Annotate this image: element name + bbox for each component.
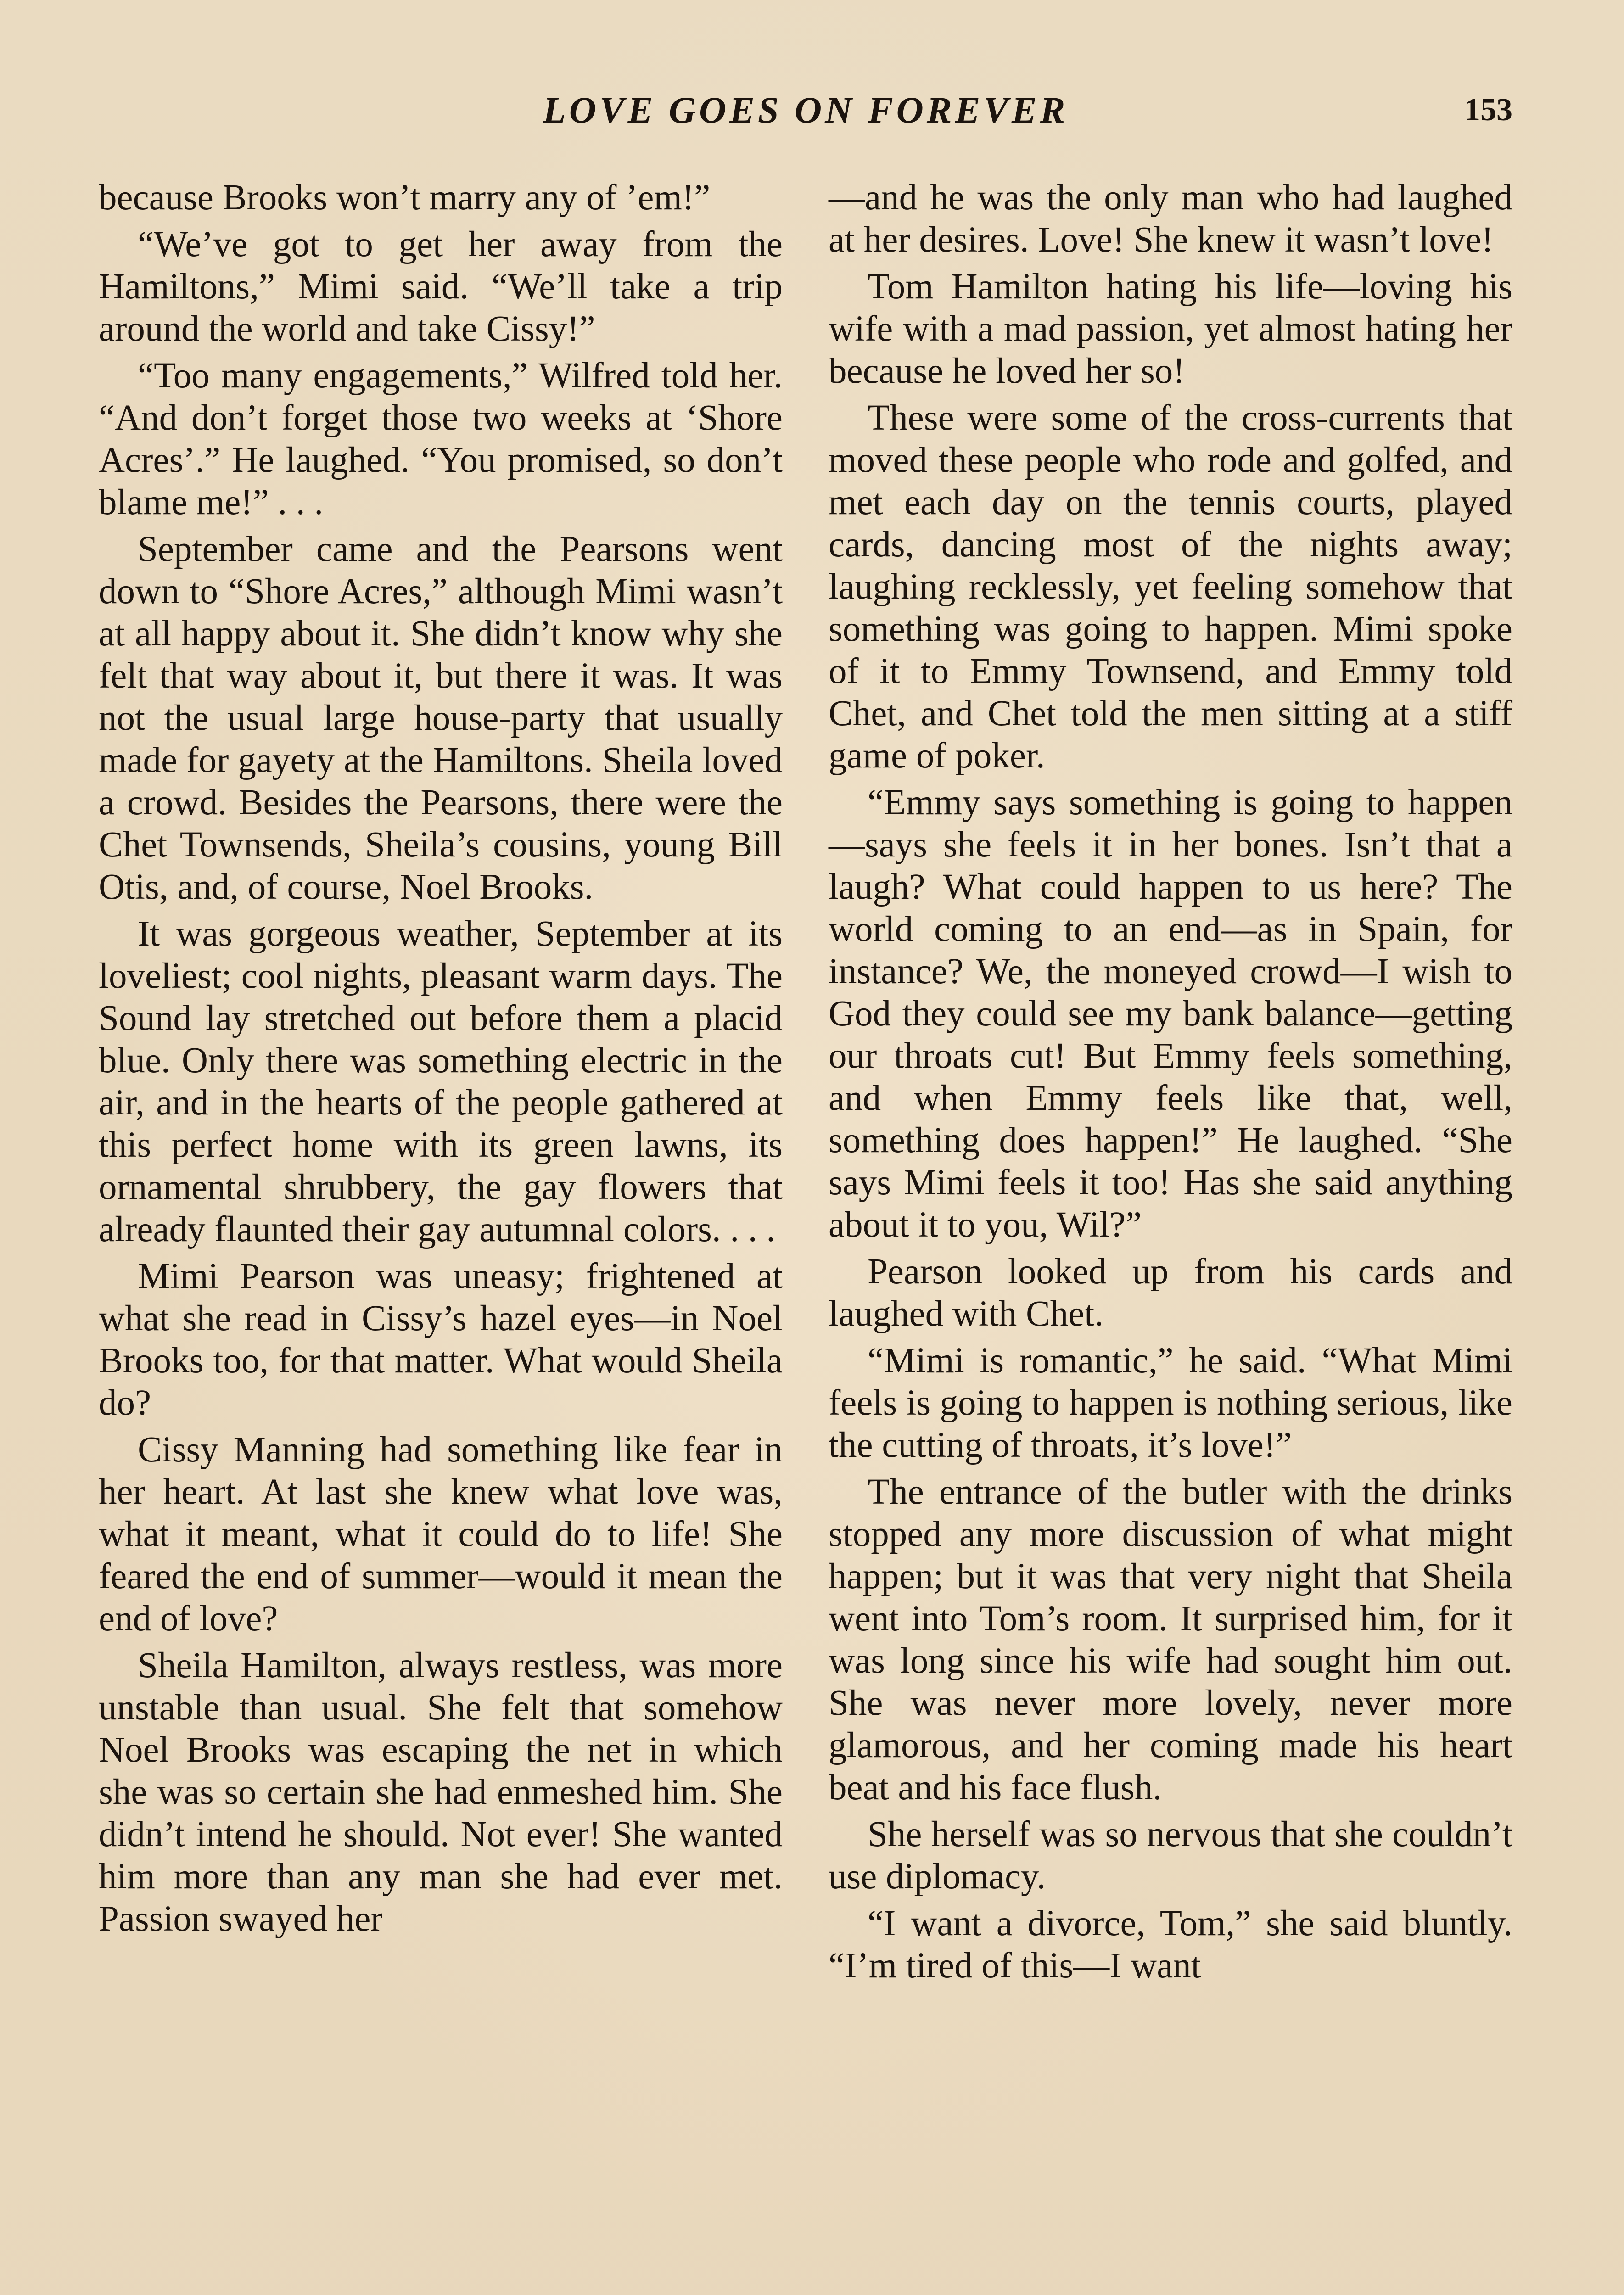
paragraph: It was gorgeous weather, September at its loveliest; cool nights, pleasant warm days. The Sound lay stretched out before them a placid blue. Only there was something electric in the air, and in the hearts of the people gathered at this perfect home with its green lawns, its ornamental shrubbery, the gay flowers that already flaunted their gay autumnal colors. . . . [99,914,783,1249]
paragraph: Mimi Pearson was uneasy; frightened at what she read in Cissy’s hazel eyes—in Noel Brooks too, for that matter. What would Sheila do? [99,1256,783,1423]
paragraph: Cissy Manning had something like fear in her heart. At last she knew what love was, what it meant, what it could do to life! She feared the end of summer—would it mean the end of love? [99,1430,783,1639]
left-column [99,177,783,1945]
paragraph: The entrance of the butler with the drinks stopped any more discussion of what might happen; but it was that very night that Sheila went into Tom’s room. It surprised him, for it was long since his wife had sought him out. She was never more lovely, never more glamorous, and her coming made his heart beat and his face flush. [829,1472,1512,1808]
paragraph: —and he was the only man who had laughed at her desires. Love! She knew it wasn’t love! [829,178,1512,260]
paragraph: Sheila Hamilton, always restless, was more unstable than usual. She felt that somehow Noel Brooks was escaping the net in which she was so certain she had enmeshed him. She didn’t intend he should. Not ever! She wanted him more than any man she had ever met. Passion swayed her [99,1646,783,1939]
paragraph: Tom Hamilton hating his life—loving his wife with a mad passion, yet almost hating her because he loved her so! [829,267,1512,391]
paragraph: “Mimi is romantic,” he said. “What Mimi feels is going to happen is nothing serious, like the cutting of throats, it’s love!” [829,1341,1512,1465]
paragraph: Pearson looked up from his cards and laughed with Chet. [829,1252,1512,1334]
right-column [829,177,1512,1992]
paragraph: because Brooks won’t marry any of ’em!” [99,178,711,218]
paragraph: “I want a divorce, Tom,” she said bluntly. “I’m tired of this—I want [829,1903,1512,1986]
paragraph: “We’ve got to get her away from the Hamiltons,” Mimi said. “We’ll take a trip around the world and take Cissy!” [99,224,783,349]
page-header [99,85,1512,135]
paragraph: “Too many engagements,” Wilfred told her. “And don’t forget those two weeks at ‘Shore Acres’.” He laughed. “You promised, so don’t blame me!” . . . [99,356,783,522]
running-title: LOVE GOES ON FOREVER [543,89,1069,131]
page-number: 153 [1464,92,1512,128]
paragraph: September came and the Pearsons went down to “Shore Acres,” although Mimi wasn’t at all happy about it. She didn’t know why she felt that way about it, but there it was. It was not the usual large house-party that usually made for gayety at the Hamiltons. Sheila loved a crowd. Besides the Pearsons, there were the Chet Townsends, Sheila’s cousins, young Bill Otis, and, of course, Noel Brooks. [99,529,783,907]
paragraph: “Emmy says something is going to happen—says she feels it in her bones. Isn’t that a laugh? What could happen to us here? The world coming to an end—as in Spain, for instance? We, the moneyed crowd—I wish to God they could see my bank balance—getting our throats cut! But Emmy feels something, and when Emmy feels like that, well, something does happen!” He laughed. “She says Mimi feels it too! Has she said anything about it to you, Wil?” [829,783,1512,1245]
paragraph: These were some of the cross-currents that moved these people who rode and golfed, and met each day on the tennis courts, played cards, dancing most of the nights away; laughing recklessly, yet feeling somehow that something was going to happen. Mimi spoke of it to Emmy Townsend, and Emmy told Chet, and Chet told the men sitting at a stiff game of poker. [829,398,1512,776]
paragraph: She herself was so nervous that she couldn’t use diplomacy. [829,1814,1512,1897]
